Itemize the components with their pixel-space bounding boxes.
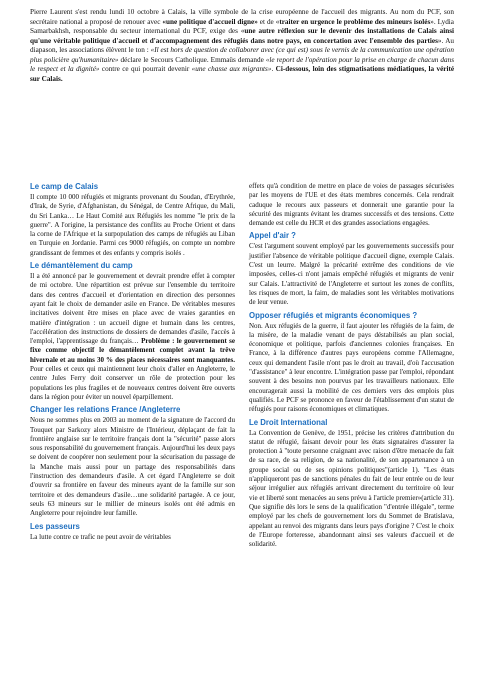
section-text: Il a été annoncé par le gouvernement et devrait prendre effet à compter de mi octobre. Une répartition est prévue sur l'ensemble du territoire dans des centres d'accueil et d'orientation en direction des personnes ayant fait le choix de demander asile en France. De véritables mesures incitatives doivent être mises en place avec de vraies garanties en matière d'intégration : un accueil digne et humain dans les centres, l'accélération des instructions de dossiers de demandes d'asile, l'accès à l'emploi, l'apprentissage du français… Problème : le gouvernement se fixe comme objectif le démantèlement complet avant la trêve hivernale et au moins 30 % des places nécessaires sont manquantes. Pour celles et ceux qui maintiennent leur choix d'aller en Angleterre, le centre Jules Ferry doit conserver un rôle de protection pour les populations les plus fragiles et de nouveaux centres doivent être ouverts dans la région pour éviter un nouvel éparpillement.: [30, 272, 236, 401]
section-heading: Le Droit International: [249, 417, 328, 427]
section-heading: Le camp de Calais: [30, 182, 99, 191]
intro-block: [30, 8, 454, 84]
section-passeurs: [30, 522, 235, 542]
section-camp: [30, 182, 235, 258]
intro-paragraph: Pierre Laurent s'est rendu lundi 10 octobre à Calais, la ville symbole de la crise européenne de l'accueil des migrants. Au nom du PCF, son secrétaire national a proposé de renouer avec «une politique d'accueil digne» et de «traiter en urgence le problème des mineurs isolés». Lydia Samarbakhsh, responsable du secteur international du PCF, exige des «une autre réflexion sur le devenir des installations de Calais ainsi qu'une véritable politique d'accueil et d'accompagnement des réfugiés dans notre pays, en concertation avec l'ensemble des parties». Au diapason, les associations élèvent le ton : «Il est hors de question de collaborer avec (ce qui est) sous le vernis de la communication une opération plus policière qu'humanitaire» déclare le Secours Catholique. Emmaüs demande «le report de l'opération pour la prise en charge de chacun dans le respect et la dignité» contre ce qui pourrait devenir «une chasse aux migrants». Ci-dessous, loin des stigmatisations médiatiques, la vérité sur Calais.: [30, 8, 455, 83]
section-text: Il compte 10 000 réfugiés et migrants provenant du Soudan, d'Erythrée, d'Irak, de Syrie, d'Afghanistan, du Sénégal, de Centre Afrique, du Mali, du Sri Lanka… Le Haut Comité aux Réfugiés les nomme "le prix de la guerre". A l'origine, la persistance des conflits au Proche Orient et dans la corne de l'Afrique et la surpopulation des camps de réfugiés au Liban en Turquie en Jordanie. Parmi ces 9000 réfugiés, on compte un nombre grandissant de femmes et des enfants y compris isolés .: [30, 193, 235, 257]
section-text: Non. Aux réfugiés de la guerre, il faut ajouter les réfugiés de la faim, de la misère, de la maladie venant de pays déstabilisés au plan social, économique et politique, parfois d'anciennes colonies françaises. En France, à la différence d'autres pays européens comme l'Allemagne, ceux qui demandent l'asile n'ont pas le droit au travail, d'où l'accusation "d'assistance" à leur encontre. L'intégration passe par l'emploi, répondant souvent à des besoins non pourvus par les travailleurs nationaux. Elle encouragerait aussi la mobilité de ces derniers vers des emplois plus qualifiés. Le PCF se prononce en faveur de l'établissement d'un statut de réfugiés pour raisons économiques et climatiques.: [249, 321, 454, 414]
right-column: [249, 182, 454, 552]
section-appel-air: [249, 231, 454, 307]
section-text: Nous ne sommes plus en 2003 au moment de la signature de l'accord du Touquet par Sarkozy alors Ministre de l'Intérieur, déplaçant de fait la frontière anglaise sur le territoire français dont la "sécurité" passe alors sous responsabilité du gouvernement français. Aujourd'hui les deux pays se doivent de coopérer non seulement pour la sécurisation du passage de la Manche mais aussi pour un partage des responsabilités dans l'instruction des demandeurs d'asile. A cet égard l'Angleterre se doit d'ouvrir sa frontière en faveur des mineurs ayant de la famille sur son territoire et des demandeurs d'asile…une solidarité partagée. A ce jour, seuls 63 mineurs sur le millier de mineurs isolés ont été admis en Angleterre pour rejoindre leur famille.: [30, 416, 235, 518]
section-text: La lutte contre ce trafic ne peut avoir de véritables: [30, 532, 171, 541]
section-heading: Opposer réfugiés et migrants économiques ?: [249, 310, 418, 320]
section-passeurs-cont: [249, 182, 454, 228]
section-text: effets qu'à condition de mettre en place de voies de passages sécurisées par les moyens de l'UE et des états membres concernés. Cela rendrait caduque le recours aux passeurs et donnerait une garantie pour la sécurité des migrants évitant les drames successifs et des tensions. Cette demande est celle du HCR et des grandes associations engagées.: [249, 182, 454, 228]
article-columns: [30, 182, 454, 552]
section-text: La Convention de Genève, de 1951, précise les critères d'attribution du statut de réfugié, faisant devoir pour les états signataires d'assurer la protection à "toute personne craignant avec raison d'être menacée du fait de sa race, de sa religion, de sa nationalité, de son appartenance à un groupe social ou de ses opinions politiques"(article 1). "Les états n'appliqueront pas de sanctions pénales du fait de leur entrée ou de leur séjour irrégulier aux réfugiés arrivant directement du territoire où leur vie et liberté sont menacées au sens prévu à l'article premier»(article 31). Que signifie dès lors le sens de la qualification "d'entrée illégale", terme employé par les chefs de gouvernement lors du Sommet de Bratislava, appelant au renvoi des migrants dans leurs pays d'origine ? C'est le choix de l'Europe forteresse, abandonnant ainsi ses valeurs d'accueil et de solidarité.: [249, 428, 454, 549]
section-heading: Appel d'air ?: [249, 231, 296, 241]
section-droit-international: [249, 418, 454, 550]
left-column: [30, 182, 235, 552]
section-refugies-migrants: [249, 311, 454, 415]
section-text: C'est l'argument souvent employé par les gouvernements successifs pour justifier l'absence de véritable politique d'accueil digne, exemple Calais. C'est un leurre. Malgré la précarité extrême des conditions de vie imposées, celles-ci n'ont jamais empêché réfugiés et migrants de venir sur Calais. L'attractivité de l'Angleterre et surtout les zones de conflits, les risques de mort, la faim, de maladies sont les véritables motivations de leur venue.: [249, 242, 454, 307]
section-heading: Les passeurs: [30, 521, 80, 531]
section-france-angleterre: [30, 405, 235, 518]
section-demantelement: [30, 261, 235, 402]
section-heading: Le démantèlement du camp: [30, 261, 133, 271]
section-heading: Changer les relations France /Angleterre: [30, 405, 181, 415]
